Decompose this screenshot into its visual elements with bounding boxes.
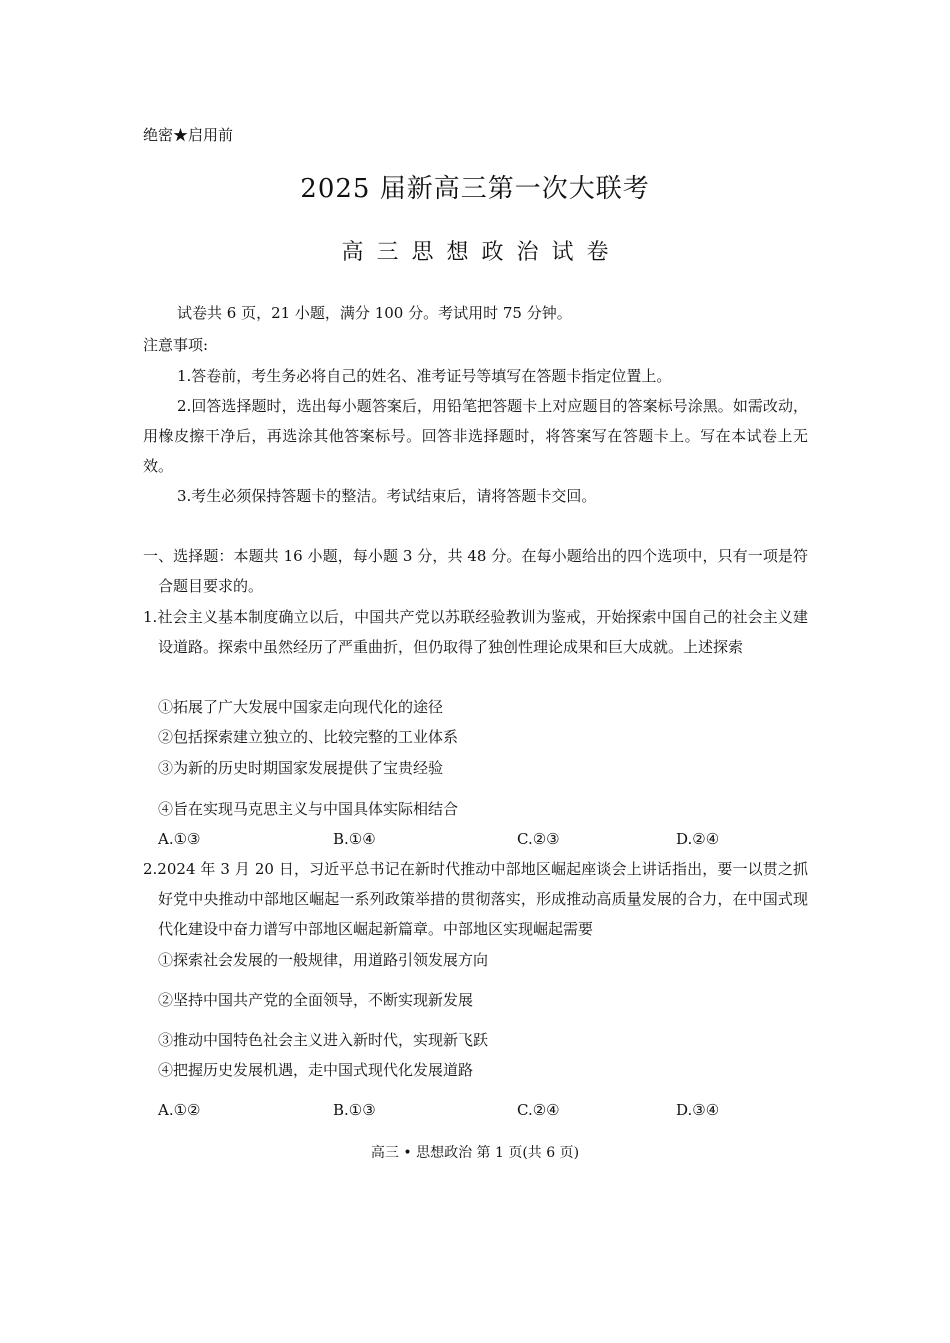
question-1-option-c: C.②③: [517, 830, 560, 848]
question-2-option-b: B.①③: [333, 1101, 376, 1119]
question-2-statement-3: ③推动中国特色社会主义进入新时代，实现新飞跃: [158, 1031, 489, 1049]
notice-item-3: 3.考生必须保持答题卡的整洁。考试结束后，请将答题卡交回。: [177, 487, 597, 505]
notice-item-2: 2.回答选择题时，选出每小题答案后，用铅笔把答题卡上对应题目的答案标号涂黑。如需改动，用橡皮擦干净后，再选涂其他答案标号。回答非选择题时，将答案写在答题卡上。写在本试卷上无效。: [143, 397, 808, 475]
section-heading: 一、选择题：本题共 16 小题，每小题 3 分，共 48 分。在每小题给出的四个选项中，只有一项是符合题目要求的。: [143, 547, 808, 595]
question-2-statement-2: ②坚持中国共产党的全面领导，不断实现新发展: [158, 991, 474, 1009]
question-1-option-d: D.②④: [676, 830, 720, 848]
question-2-statement-1: ①探索社会发展的一般规律，用道路引领发展方向: [158, 951, 489, 969]
question-2-option-c: C.②④: [517, 1101, 560, 1119]
question-1-option-b: B.①④: [333, 830, 376, 848]
exam-subtitle: 高三思想政治试卷: [341, 240, 622, 265]
exam-title: 2025 届新高三第一次大联考: [300, 174, 650, 204]
intro-text: 试卷共 6 页，21 小题，满分 100 分。考试用时 75 分钟。: [177, 304, 572, 322]
question-1-statement-2: ②包括探索建立独立的、比较完整的工业体系: [158, 728, 459, 746]
page-footer: 高三 • 思想政治 第 1 页(共 6 页): [370, 1145, 580, 1161]
question-1-statement-1: ①拓展了广大发展中国家走向现代化的途径: [158, 698, 444, 716]
question-1-stem: 1.社会主义基本制度确立以后，中国共产党以苏联经验教训为鉴戒，开始探索中国自己的社会主义建设道路。探索中虽然经历了严重曲折，但仍取得了独创性理论成果和巨大成就。上述探索: [143, 608, 808, 656]
question-2-option-a: A.①②: [158, 1101, 201, 1119]
secret-label: 绝密★启用前: [143, 126, 234, 144]
question-1-statement-4: ④旨在实现马克思主义与中国具体实际相结合: [158, 800, 459, 818]
question-2-option-d: D.③④: [676, 1101, 720, 1119]
question-1-statement-3: ③为新的历史时期国家发展提供了宝贵经验: [158, 759, 444, 777]
question-2-statement-4: ④把握历史发展机遇，走中国式现代化发展道路: [158, 1061, 474, 1079]
question-2-stem: 2.2024 年 3 月 20 日，习近平总书记在新时代推动中部地区崛起座谈会上讲话指出，要一以贯之抓好党中央推动中部地区崛起一系列政策举措的贯彻落实，形成推动高质量发展的合力，在中国式现代化建设中奋力谱写中部地区崛起新篇章。中部地区实现崛起需要: [143, 860, 808, 938]
question-1-option-a: A.①③: [158, 830, 201, 848]
notice-heading: 注意事项:: [143, 336, 209, 354]
notice-item-1: 1.答卷前，考生务必将自己的姓名、准考证号等填写在答题卡指定位置上。: [177, 367, 672, 385]
